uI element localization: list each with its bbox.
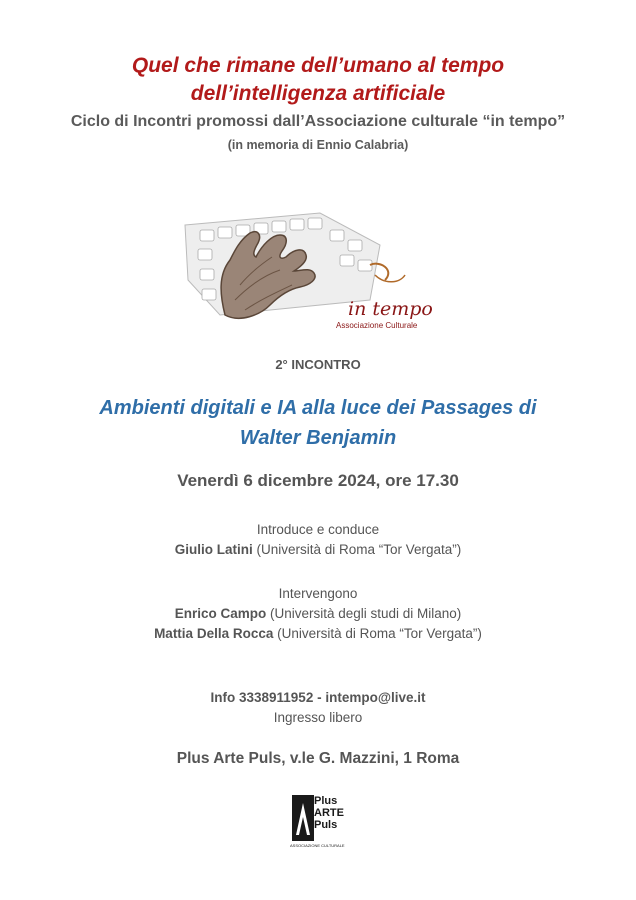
event-date: Venerdì 6 dicembre 2024, ore 17.30 [177, 471, 459, 490]
contact-info: Info 3338911952 - intempo@live.it [210, 690, 426, 705]
introducer-affiliation: (Università di Roma “Tor Vergata”) [252, 542, 462, 557]
venue-logo-line1: Plus [314, 795, 338, 807]
in-tempo-logo [180, 205, 450, 335]
speaker-name: Enrico Campo [174, 606, 267, 621]
talk-title-line-1: Ambienti digitali e IA alla luce dei Passages di [99, 397, 537, 419]
venue-logo-line2: ARTE [314, 807, 344, 819]
venue-logo-line3: Puls [314, 819, 338, 831]
speaker-name: Mattia Della Rocca [154, 626, 274, 641]
speaker-line [0, 624, 636, 644]
title-line-1: Quel che rimane dell’umano al tempo [131, 54, 505, 77]
plus-arte-puls-logo [292, 795, 346, 849]
speaker-line [0, 604, 636, 624]
title-line-2: dell’intelligenza artificiale [190, 82, 446, 105]
talk-title-line-2: Walter Benjamin [239, 427, 397, 449]
speakers-label: Intervengono [278, 586, 358, 601]
subtitle: Ciclo di Incontri promossi dall’Associazione culturale “in tempo” [70, 113, 566, 130]
venue-address: Plus Arte Puls, v.le G. Mazzini, 1 Roma [176, 750, 460, 767]
speaker-affiliation: (Università degli studi di Milano) [266, 606, 462, 621]
memoria-note: (in memoria di Ennio Calabria) [227, 138, 409, 152]
introducer-name: Giulio Latini [174, 542, 253, 557]
venue-logo-tagline: ASSOCIAZIONE CULTURALE [290, 843, 345, 848]
incontro-label: 2° INCONTRO [275, 357, 361, 372]
introduce-label: Introduce e conduce [256, 522, 380, 537]
logo-name: in tempo [348, 298, 433, 320]
logo-tagline: Associazione Culturale [336, 321, 418, 330]
entry-note: Ingresso libero [273, 710, 363, 725]
speaker-affiliation: (Università di Roma “Tor Vergata”) [273, 626, 482, 641]
introducer-line [0, 540, 636, 560]
